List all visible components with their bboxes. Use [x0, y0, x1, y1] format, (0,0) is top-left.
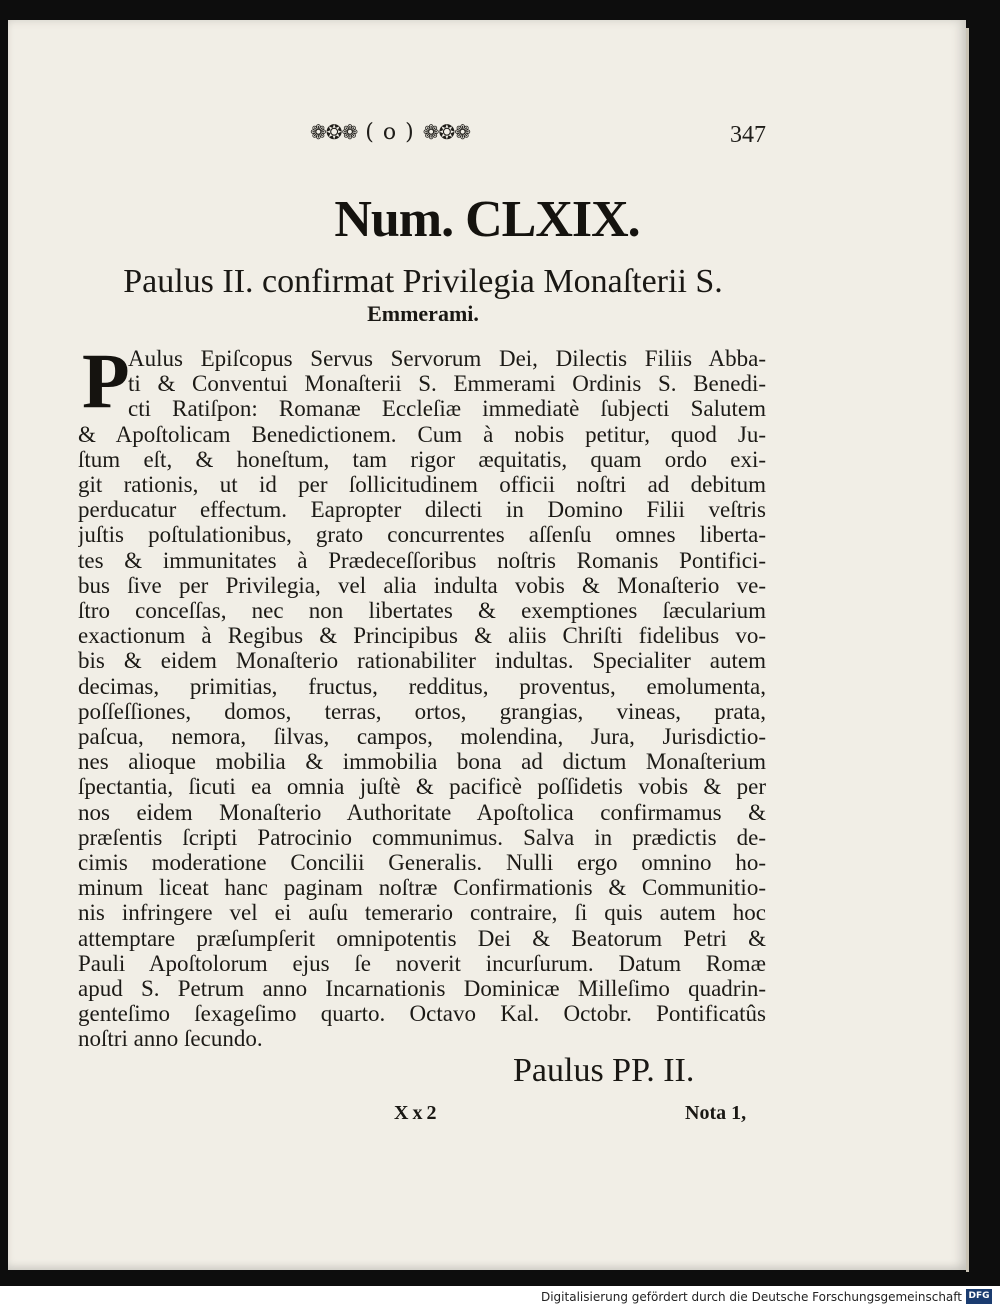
signature: Paulus PP. II. [513, 1052, 695, 1089]
text-line: ſtum eſt, & honeſtum, tam rigor æquitatis, quam ordo exi- [78, 446, 766, 472]
text-line: attemptare præſumpſerit omnipotentis Dei & Beatorum Petri & [78, 925, 766, 951]
text-line: git rationis, ut id per ſollicitudinem officii noſtri ad debitum [78, 472, 766, 498]
text-line: tes & immunitates à Prædeceſſoribus noſtris Romanis Pontifici- [78, 547, 766, 573]
document-title [78, 263, 768, 327]
text-line: nos eidem Monaſterio Authoritate Apoſtolica confirmamus & [78, 799, 766, 825]
book-page [8, 20, 966, 1270]
text-line: noſtri anno ſecundo. [78, 1026, 263, 1052]
text-line: ſpectantia, ſicuti ea omnia juſtè & pacificè poſſidetis vobis & per [78, 774, 766, 800]
ornament-center: ( o ) [365, 120, 415, 145]
document-number: Num. CLXIX. [334, 191, 640, 248]
text-line: Pauli Apoſtolorum ejus ſe noverit incurſurum. Datum Romæ [78, 950, 766, 976]
text-line: Aulus Epiſcopus Servus Servorum Dei, Dilectis Filiis Abba- [128, 346, 766, 371]
funding-notice: Digitalisierung gefördert durch die Deutsche Forschungsgemeinschaft [540, 1290, 962, 1304]
rosette-ornament-icon: ❁❂❁ [422, 120, 470, 144]
text-line: perducatur effectum. Eapropter dilecti in Domino Filii veſtris [78, 497, 766, 523]
text-line: bus ſive per Privilegia, vel alia indulta vobis & Monaſterio ve- [78, 572, 766, 598]
text-line: minum liceat hanc paginam noſtræ Confirmationis & Communitio- [78, 875, 766, 901]
text-line: ſtro conceſſas, nec non libertates & exemptiones ſæcularium [78, 598, 766, 624]
text-line: nis infringere vel ei auſu temerario contraire, ſi quis autem hoc [78, 900, 766, 926]
title-line-1: Paulus II. confirmat Privilegia Monaſterii S. [123, 263, 723, 300]
text-line: bis & eidem Monaſterio rationabiliter indultas. Specialiter autem [78, 648, 766, 674]
text-line: juſtis poſtulationibus, grato concurrentes aſſenſu omnes liberta- [78, 522, 766, 548]
text-line: nes alioque mobilia & immobilia bona ad dictum Monaſterium [78, 749, 766, 775]
dfg-logo-icon: DFG [966, 1289, 992, 1304]
body-text [78, 337, 766, 1052]
catchword: Nota 1, [685, 1102, 747, 1124]
header-ornament [310, 120, 470, 145]
drop-cap: P [82, 337, 130, 424]
rosette-ornament-icon: ❁❂❁ [310, 120, 358, 144]
text-line: cti Ratiſpon: Romanæ Eccleſiæ immediatè ſubjecti Salutem [128, 396, 766, 422]
text-line: paſcua, nemora, ſilvas, campos, molendina, Jura, Jurisdictio- [78, 724, 766, 750]
text-line: ti & Conventui Monaſterii S. Emmerami Ordinis S. Benedi- [128, 371, 766, 397]
footer-bar [0, 1286, 1000, 1309]
text-line: genteſimo ſexageſimo quarto. Octavo Kal. Octobr. Pontificatûs [78, 1001, 766, 1027]
page-edge [966, 28, 969, 1272]
text-line: poſſeſſiones, domos, terras, ortos, grangias, vineas, prata, [78, 698, 766, 724]
text-line: decimas, primitias, fructus, redditus, proventus, emolumenta, [78, 673, 766, 699]
title-line-2: Emmerami. [367, 301, 479, 326]
text-line: exactionum à Regibus & Principibus & aliis Chriſti fidelibus vo- [78, 623, 766, 649]
text-line: cimis moderatione Concilii Generalis. Nulli ergo omnino ho- [78, 850, 766, 876]
page-number: 347 [730, 122, 766, 148]
signature-mark: Xx2 [394, 1102, 441, 1124]
text-line: præſentis ſcripti Patrocinio communimus. Salva in prædictis de- [78, 824, 766, 850]
text-line: apud S. Petrum anno Incarnationis Dominicæ Milleſimo quadrin- [78, 976, 766, 1002]
text-line: & Apoſtolicam Benedictionem. Cum à nobis petitur, quod Ju- [78, 421, 766, 447]
